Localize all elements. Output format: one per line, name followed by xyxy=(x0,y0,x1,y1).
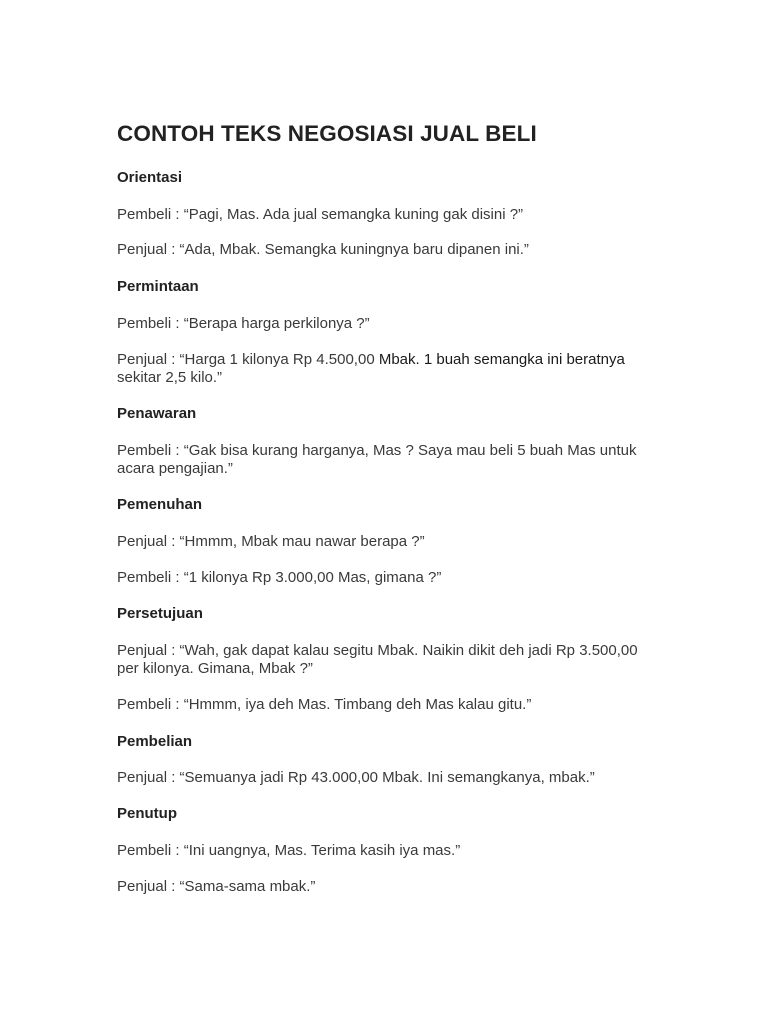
section-heading-permintaan: Permintaan xyxy=(117,278,199,295)
section-heading-pemenuhan: Pemenuhan xyxy=(117,496,203,513)
dialog-line-continuation: sekitar 2,5 kilo.” xyxy=(117,369,223,386)
dialog-line: Penjual : “Ada, Mbak. Semangka kuningnya baru dipanen ini.” xyxy=(117,241,529,258)
dialog-line xyxy=(117,351,677,369)
section-heading-pembelian: Pembelian xyxy=(117,733,193,750)
dialog-line-continuation: acara pengajian.” xyxy=(117,460,233,477)
dialog-line-part: Mbak. 1 buah semangka ini beratnya xyxy=(378,351,625,368)
dialog-line: Penjual : “Hmmm, Mbak mau nawar berapa ?” xyxy=(117,533,425,550)
document-title: CONTOH TEKS NEGOSIASI JUAL BELI xyxy=(117,121,537,146)
dialog-line: Pembeli : “Berapa harga perkilonya ?” xyxy=(117,315,370,332)
dialog-line: Pembeli : “Gak bisa kurang harganya, Mas ? Saya mau beli 5 buah Mas untuk xyxy=(117,442,637,459)
dialog-line: Pembeli : “1 kilonya Rp 3.000,00 Mas, gimana ?” xyxy=(117,569,442,586)
dialog-line: Pembeli : “Ini uangnya, Mas. Terima kasih iya mas.” xyxy=(117,842,461,859)
section-heading-penawaran: Penawaran xyxy=(117,405,197,422)
dialog-line: Penjual : “Sama-sama mbak.” xyxy=(117,878,316,895)
dialog-line: Penjual : “Semuanya jadi Rp 43.000,00 Mbak. Ini semangkanya, mbak.” xyxy=(117,769,595,786)
section-heading-persetujuan: Persetujuan xyxy=(117,605,203,622)
section-heading-penutup: Penutup xyxy=(117,805,177,822)
section-heading-orientasi: Orientasi xyxy=(117,169,183,186)
dialog-line: Pembeli : “Hmmm, iya deh Mas. Timbang deh Mas kalau gitu.” xyxy=(117,696,532,713)
dialog-line: Pembeli : “Pagi, Mas. Ada jual semangka kuning gak disini ?” xyxy=(117,206,524,223)
dialog-line: Penjual : “Wah, gak dapat kalau segitu Mbak. Naikin dikit deh jadi Rp 3.500,00 xyxy=(117,642,638,659)
dialog-line-part: Penjual : “Harga 1 kilonya Rp 4.500,00 xyxy=(117,351,375,368)
dialog-line-continuation: per kilonya. Gimana, Mbak ?” xyxy=(117,660,313,677)
